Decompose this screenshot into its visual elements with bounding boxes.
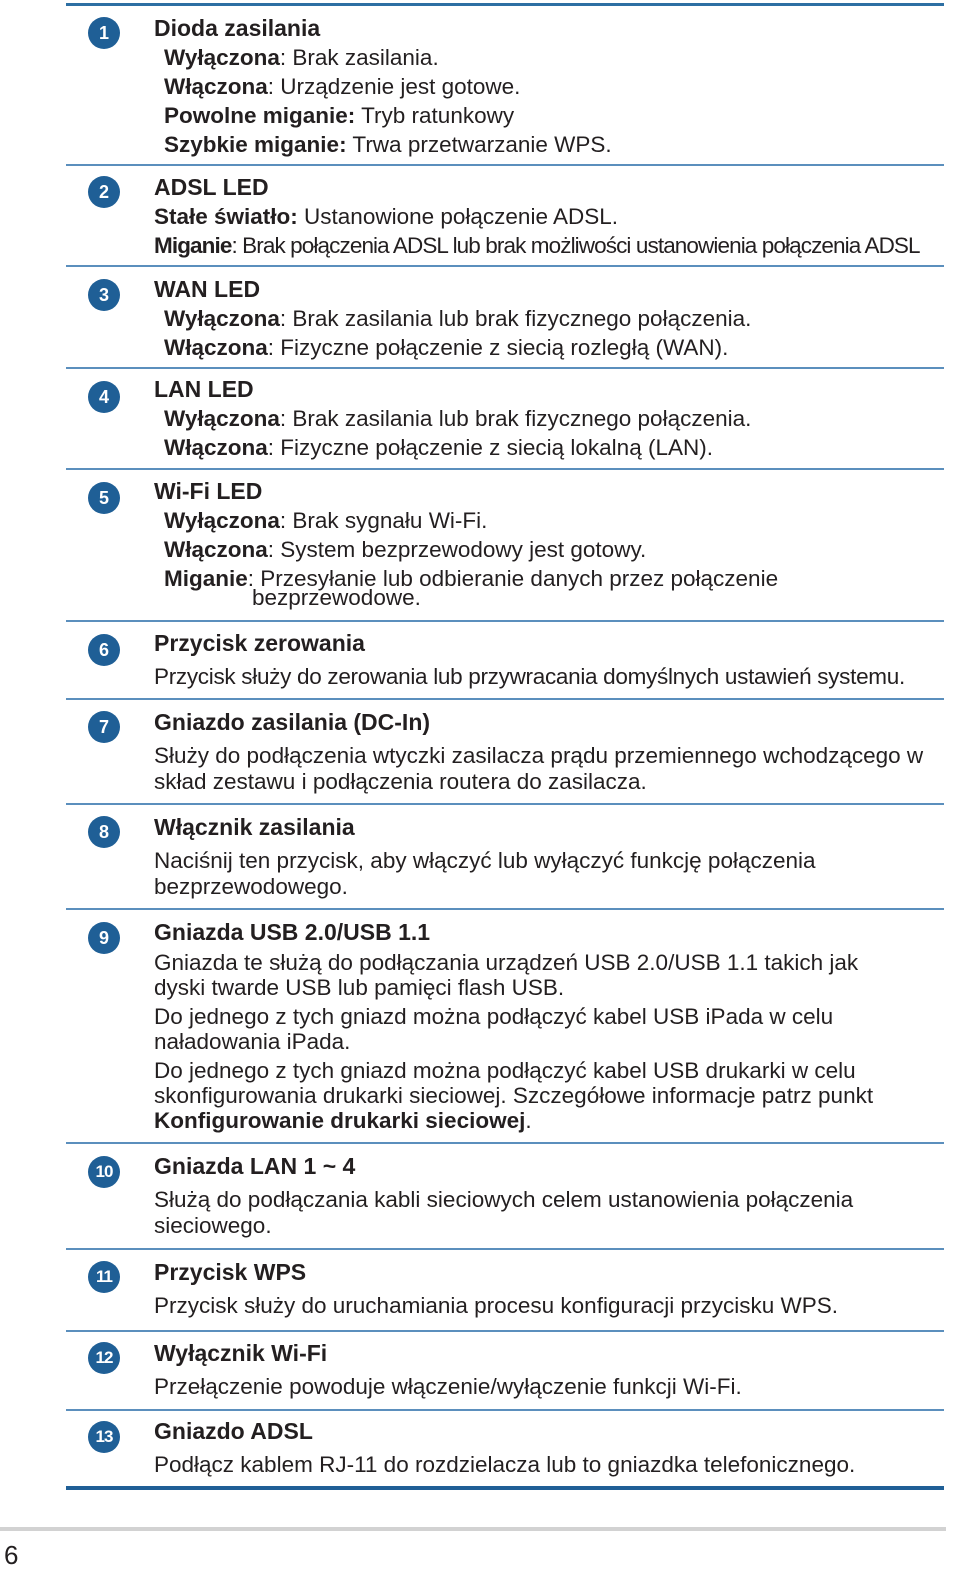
page-number: 6 [4, 1540, 19, 1570]
item-line: Wyłączona: Brak zasilania lub brak fizycznego połączenia. [164, 406, 752, 431]
item-title: Wi-Fi LED [154, 478, 263, 504]
item-line: Stałe światło: Ustanowione połączenie ADSL. [154, 204, 618, 229]
item-line-continuation: bezprzewodowe. [252, 585, 421, 610]
list-item-10 [66, 1144, 944, 1250]
item-description: Podłącz kablem RJ-11 do rozdzielacza lub to gniazdka telefonicznego. [154, 1452, 856, 1477]
list-item-13 [66, 1411, 944, 1490]
list-item-6 [66, 622, 944, 700]
item-title: ADSL LED [154, 174, 269, 200]
item-number-badge: 4 [88, 381, 120, 413]
list-item-1 [66, 6, 944, 166]
item-description [154, 950, 944, 1133]
item-title: LAN LED [154, 376, 254, 402]
item-number-badge: 11 [88, 1261, 120, 1293]
item-number-badge: 1 [88, 17, 120, 49]
item-number-badge: 3 [88, 279, 120, 311]
item-number-badge: 7 [88, 711, 120, 743]
item-title: Gniazdo zasilania (DC-In) [154, 709, 431, 735]
item-description: Służy do podłączenia wtyczki zasilacza prądu przemiennego wchodzącego w skład zestawu i podłączenia routera do zasilacza. [154, 743, 924, 794]
item-description: Przycisk służy do uruchamiania procesu konfiguracji przycisku WPS. [154, 1293, 838, 1318]
item-paragraph: Do jednego z tych gniazd można podłączyć kabel USB iPada w celu naładowania iPada. [154, 1004, 834, 1054]
item-description: Przełączenie powoduje włączenie/wyłączenie funkcji Wi-Fi. [154, 1374, 742, 1399]
item-description: Naciśnij ten przycisk, aby włączyć lub wyłączyć funkcję połączenia bezprzewodowego. [154, 848, 816, 899]
item-number-badge: 12 [88, 1342, 120, 1374]
list-item-12 [66, 1332, 944, 1411]
item-title: Włącznik zasilania [154, 814, 355, 840]
item-title: Gniazda LAN 1 ~ 4 [154, 1153, 356, 1179]
item-line: Miganie: Przesyłanie lub odbieranie danych przez połączenie [164, 566, 779, 591]
item-paragraph: Do jednego z tych gniazd można podłączyć kabel USB drukarki w celu skonfigurowania drukarki sieciowej. Szczegółowe informacje patrz punkt Konfigurowanie drukarki sieciowej. [154, 1058, 874, 1133]
item-title: WAN LED [154, 276, 261, 302]
item-description: Przycisk służy do zerowania lub przywracania domyślnych ustawień systemu. [154, 664, 905, 689]
item-number-badge: 2 [88, 176, 120, 208]
item-description: Służą do podłączania kabli sieciowych celem ustanowienia połączenia sieciowego. [154, 1187, 854, 1238]
item-line: Włączona: Fizyczne połączenie z siecią rozległą (WAN). [164, 335, 729, 360]
list-item-2 [66, 166, 944, 267]
list-item-5 [66, 470, 944, 622]
list-item-11 [66, 1250, 944, 1332]
item-title: Przycisk zerowania [154, 630, 365, 656]
list-item-4 [66, 369, 944, 470]
item-title: Dioda zasilania [154, 15, 321, 41]
item-number-badge: 10 [88, 1156, 120, 1188]
item-title: Wyłącznik Wi-Fi [154, 1340, 328, 1366]
item-line: Miganie: Brak połączenia ADSL lub brak możliwości ustanowienia połączenia ADSL [154, 233, 920, 258]
list-item-7 [66, 700, 944, 805]
item-line: Wyłączona: Brak zasilania lub brak fizycznego połączenia. [164, 306, 752, 331]
list-item-9 [66, 910, 944, 1144]
item-line: Powolne miganie: Tryb ratunkowy [164, 103, 515, 128]
item-line: Wyłączona: Brak sygnału Wi-Fi. [164, 508, 488, 533]
list-item-3 [66, 267, 944, 369]
item-title: Przycisk WPS [154, 1259, 307, 1285]
item-number-badge: 6 [88, 634, 120, 666]
item-line: Włączona: Fizyczne połączenie z siecią lokalną (LAN). [164, 435, 713, 460]
list-item-8 [66, 805, 944, 910]
item-line: Wyłączona: Brak zasilania. [164, 45, 439, 70]
item-title: Gniazda USB 2.0/USB 1.1 [154, 919, 431, 945]
item-number-badge: 13 [88, 1421, 120, 1453]
item-number-badge: 9 [88, 922, 120, 954]
item-number-badge: 8 [88, 816, 120, 848]
item-number-badge: 5 [88, 482, 120, 514]
item-paragraph: Gniazda te służą do podłączania urządzeń USB 2.0/USB 1.1 takich jak dyski twarde USB lub pamięci flash USB. [154, 950, 859, 1000]
footer-rule [0, 1527, 946, 1531]
item-line: Włączona: Urządzenie jest gotowe. [164, 74, 521, 99]
item-title: Gniazdo ADSL [154, 1418, 313, 1444]
item-line: Włączona: System bezprzewodowy jest gotowy. [164, 537, 647, 562]
item-line: Szybkie miganie: Trwa przetwarzanie WPS. [164, 132, 612, 157]
